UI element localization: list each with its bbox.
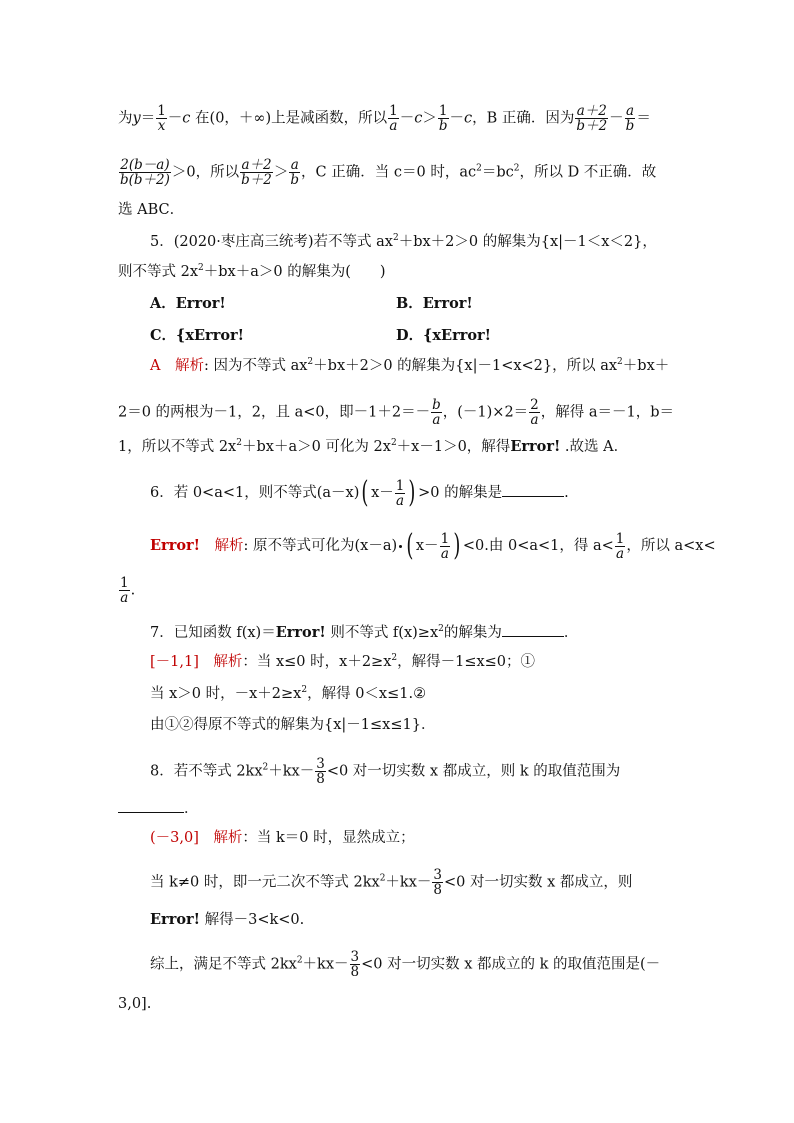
text: 8．若不等式 2kx: [150, 763, 263, 780]
numerator: 3: [433, 867, 442, 883]
text: [200, 538, 215, 554]
superscript: 2: [617, 357, 623, 367]
superscript: 2: [379, 873, 386, 884]
text-line: [150, 684, 426, 704]
text: .故选 A．: [560, 439, 629, 455]
text: >0 的解集是: [418, 485, 503, 501]
right-paren: ): [408, 475, 416, 510]
numerator: a＋2: [576, 103, 607, 119]
text: 由①②得原不等式的解集为{x|－1≤x≤1}．: [150, 717, 436, 733]
text: ．: [184, 801, 199, 817]
option-c: C．{xError!: [150, 327, 245, 344]
text: ＋bx＋a＞0 可化为 2x: [241, 439, 391, 455]
numerator: 1: [395, 477, 405, 494]
fraction: [625, 104, 636, 133]
text-line: [118, 437, 628, 457]
answer-value: [－1,1]: [150, 654, 199, 670]
option-a: A．Error!: [150, 295, 226, 312]
text: ＋x－1＞0，解得: [396, 439, 511, 455]
text-line: [150, 950, 660, 979]
text: c: [414, 110, 423, 127]
text: ，(－1)×2＝: [442, 404, 529, 421]
superscript: 2: [513, 163, 520, 174]
text: ，解得－1≤x≤0；①: [397, 654, 536, 670]
analysis-label: 解析: [213, 654, 243, 670]
text: <0 对一切实数 x 都成立，则: [443, 874, 633, 891]
fraction: [289, 158, 300, 187]
text: .: [564, 485, 569, 501]
text: <0 对一切实数 x 都成立的 k 的取值范围是(－: [361, 956, 661, 973]
answer-value: (－3,0]: [150, 830, 199, 846]
text-line: [118, 576, 135, 605]
superscript: 2: [438, 624, 444, 634]
text: [199, 830, 214, 846]
answer-5: [150, 356, 669, 376]
text-line: [118, 104, 651, 133]
text: <0.由 0<a<1，得 a<: [462, 538, 614, 554]
text: : 因为不等式 ax: [203, 358, 308, 374]
superscript: 2: [262, 762, 269, 773]
text: ＋kx－: [268, 763, 315, 780]
fraction: [440, 532, 451, 561]
superscript: 2: [198, 263, 204, 273]
fraction: [431, 398, 442, 427]
text: ＞: [422, 110, 437, 127]
denominator: a: [440, 545, 449, 562]
superscript: 2: [301, 685, 308, 695]
analysis-label: 解析: [214, 538, 244, 554]
text-line: [150, 868, 632, 897]
text: x－: [415, 538, 439, 554]
text: ，所以 D 不正确．故: [519, 164, 657, 181]
text: ＋kx－: [302, 956, 349, 973]
text: ．: [563, 625, 579, 641]
question-5: [150, 232, 657, 252]
text: Error!: [275, 624, 326, 641]
text: ＋bx＋a＞0 的解集为( ): [203, 264, 386, 280]
text-line: [118, 398, 674, 427]
text: 选 ABC．: [118, 202, 185, 218]
text: ＋bx＋2＞0 的解集为{x|－1＜x＜2}，: [398, 234, 657, 250]
text: 综上，满足不等式 2kx: [150, 956, 297, 973]
text: Error!: [150, 911, 201, 928]
text-line: [150, 715, 435, 735]
numerator: 1: [440, 530, 450, 547]
fraction: [388, 104, 399, 133]
numerator: 2: [530, 397, 539, 413]
numerator: a: [290, 157, 299, 173]
text-line: [118, 200, 184, 220]
numerator: b: [432, 397, 441, 413]
text: .: [130, 582, 136, 599]
left-paren: (: [406, 528, 414, 563]
answer-6: [150, 528, 716, 563]
numerator: 1: [438, 103, 448, 119]
text: ＋bx＋2＞0 的解集为{x|－1<x<2}，所以 ax: [313, 358, 618, 374]
text: 为: [118, 110, 133, 127]
superscript: 2: [391, 653, 398, 663]
question-7: [150, 622, 578, 643]
denominator: 8: [316, 771, 325, 787]
superscript: 2: [296, 955, 303, 966]
denominator: 8: [433, 882, 442, 898]
text: ，解得 a＝－1，b＝: [540, 404, 675, 421]
text-line: [118, 994, 151, 1014]
fraction: [156, 104, 167, 133]
text: ：当 k＝0 时，显然成立；: [242, 830, 415, 846]
denominator: 8: [350, 964, 360, 980]
fraction: [350, 950, 361, 979]
text-line: [118, 798, 199, 819]
denominator: x: [157, 118, 166, 134]
text-line: [118, 262, 386, 282]
text: －: [167, 110, 183, 127]
text: ，C 正确．当 c＝0 时，ac: [301, 164, 477, 181]
fraction: [575, 104, 608, 133]
denominator: b(b＋2): [120, 172, 170, 188]
superscript: 2: [236, 438, 242, 448]
denominator: a: [530, 412, 539, 428]
answer-value: Error!: [150, 537, 201, 554]
denominator: a: [120, 590, 129, 606]
text: －: [609, 110, 624, 127]
text: : 原不等式可化为(x－a): [243, 538, 398, 554]
denominator: b: [290, 172, 300, 188]
text: ＋kx－: [385, 874, 432, 891]
numerator: 1: [120, 575, 129, 591]
superscript: 2: [390, 438, 397, 448]
text: ＋bx＋: [622, 358, 670, 374]
answer-7: [150, 652, 535, 672]
fraction: [615, 532, 626, 561]
analysis-label: 解析: [213, 830, 243, 846]
text: [160, 358, 175, 374]
text: [199, 654, 214, 670]
text: 在(0，＋∞)上是减函数，所以: [190, 110, 388, 127]
denominator: b＋2: [576, 118, 608, 134]
text: ＝bc: [481, 164, 514, 181]
numerator: 1: [389, 103, 398, 119]
text: 2＝0 的两根为－1，2，且 a<0，即－1＋2＝－: [118, 404, 431, 421]
fraction: [119, 158, 171, 187]
answer-blank[interactable]: [118, 798, 184, 813]
numerator: 1: [615, 530, 625, 547]
option-b: B．Error!: [396, 295, 473, 312]
fraction: [395, 479, 406, 508]
text-line: [118, 158, 656, 187]
text: Error!: [510, 438, 561, 455]
numerator: 3: [316, 756, 325, 772]
denominator: a: [389, 118, 398, 134]
text: c: [182, 110, 191, 127]
denominator: b＋2: [241, 172, 272, 188]
fraction: [432, 868, 443, 897]
numerator: 3: [350, 949, 360, 965]
question-6: [150, 475, 569, 510]
answer-blank[interactable]: [502, 622, 564, 637]
denominator: a: [396, 492, 405, 509]
denominator: a: [432, 412, 441, 428]
text: －: [399, 110, 415, 127]
text: －: [449, 110, 465, 127]
text: ＝: [636, 110, 651, 127]
fraction: [438, 104, 449, 133]
analysis-label: 解析: [174, 358, 204, 374]
numerator: 1: [157, 103, 166, 119]
superscript: 2: [476, 163, 482, 174]
text: <0 对一切实数 x 都成立，则 k 的取值范围为: [326, 763, 621, 780]
question-8: [150, 757, 620, 786]
text: ：当 x≤0 时，x＋2≥x: [242, 654, 392, 670]
answer-letter: A: [150, 358, 161, 374]
text: 当 x＞0 时，－x＋2≥x: [150, 686, 302, 702]
fraction: [529, 398, 540, 427]
answer-8: [150, 828, 415, 848]
superscript: 2: [392, 233, 399, 243]
denominator: b: [625, 118, 635, 134]
dot-operator: [399, 545, 402, 548]
denominator: b: [438, 118, 448, 134]
text: ，B 正确．因为: [472, 110, 575, 127]
text: 则不等式 2x: [118, 264, 199, 280]
text: ＝: [140, 110, 156, 127]
text: 6．若 0<a<1，则不等式(a－x): [150, 485, 360, 501]
text: ＞0，所以: [171, 164, 240, 181]
fraction: [119, 576, 130, 605]
fraction: [240, 158, 273, 187]
text: 1，所以不等式 2x: [118, 439, 237, 455]
text: ，解得 0＜x≤1.②: [307, 686, 427, 702]
denominator: a: [616, 545, 625, 562]
text: 5．(2020·枣庄高三统考)若不等式 ax: [150, 234, 393, 250]
text: ＞: [273, 164, 289, 181]
fraction: [315, 757, 326, 786]
text: 当 k≠0 时，即一元二次不等式 2kx: [150, 874, 380, 891]
numerator: a: [625, 103, 635, 119]
text: 则不等式 f(x)≥x: [325, 625, 439, 641]
answer-blank[interactable]: [502, 482, 564, 497]
text: ，所以 a<x<: [626, 538, 716, 554]
right-paren: ): [453, 528, 461, 563]
text: 7．已知函数 f(x)＝: [150, 625, 276, 641]
left-paren: (: [361, 475, 369, 510]
numerator: a＋2: [241, 157, 272, 173]
numerator: 2(b－a): [120, 157, 170, 173]
text: 解得－3<k<0.: [200, 912, 305, 928]
text: 的解集为: [443, 625, 502, 641]
text: y: [132, 110, 141, 127]
text: 3,0].: [118, 996, 152, 1012]
superscript: 2: [307, 357, 314, 367]
option-d: D．{xError!: [396, 327, 492, 344]
text: c: [464, 110, 473, 127]
text: x－: [371, 485, 394, 501]
text-line: [150, 910, 304, 930]
